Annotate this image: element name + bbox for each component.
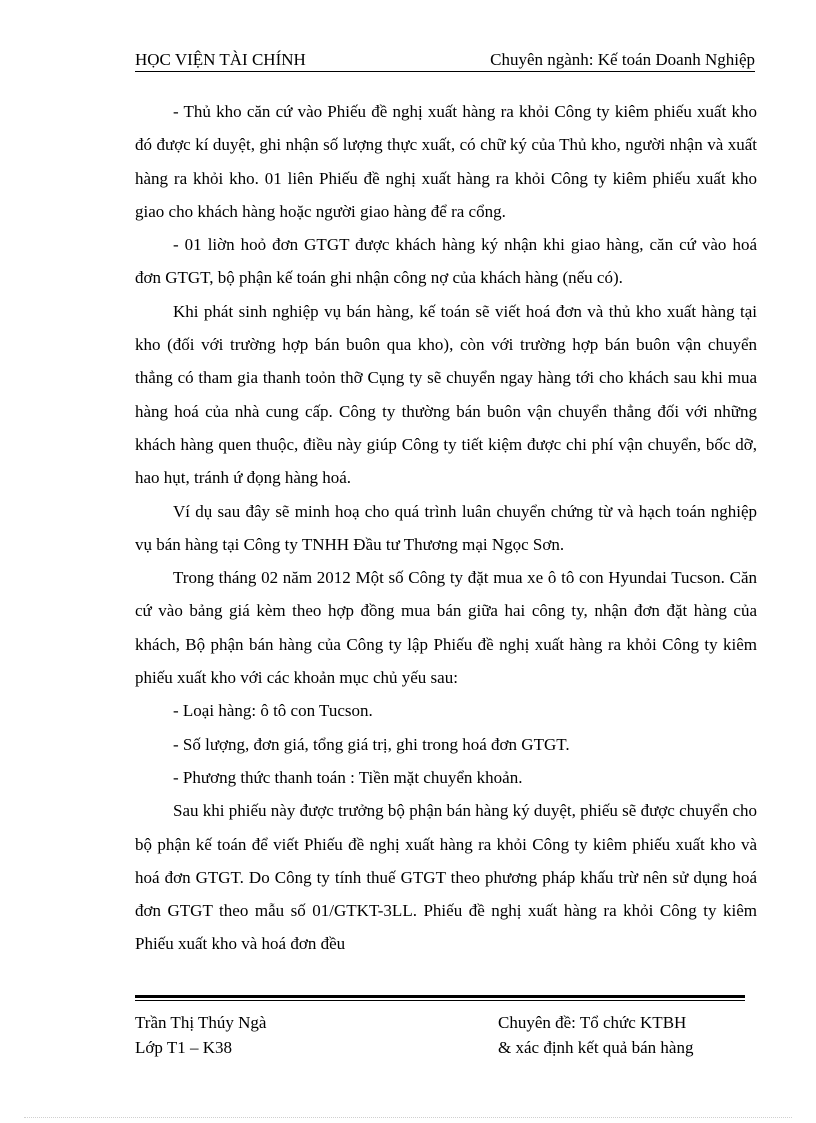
footer-topic-line2: & xác định kết quả bán hàng (498, 1038, 694, 1057)
paragraph-example-intro: Ví dụ sau đây sẽ minh hoạ cho quá trình luân chuyển chứng từ và hạch toán nghiệp vụ bán hàng tại Công ty TNHH Đầu tư Thương mại Ngọc Sơn. (135, 501, 757, 554)
list-item-goods-type: - Loại hàng: ô tô con Tucson. (173, 701, 373, 721)
document-body (135, 95, 757, 961)
footer-class: Lớp T1 – K38 (135, 1038, 232, 1057)
paragraph-vat-invoice: - 01 liờn hoỏ đơn GTGT được khách hàng ký nhận khi giao hàng, căn cứ vào hoá đơn GTGT, bộ phận kế toán ghi nhận công nợ của khách hàng (nếu có). (135, 235, 757, 288)
page-edge-dotted-line (24, 1117, 792, 1118)
paragraph-february-order: Trong tháng 02 năm 2012 Một số Công ty đặt mua xe ô tô con Hyundai Tucson. Căn cứ vào bảng giá kèm theo hợp đồng mua bán giữa hai công ty, nhận đơn đặt hàng của khách, Bộ phận bán hàng của Công ty lập Phiếu đề nghị xuất hàng ra khỏi Công ty kiêm phiếu xuất kho với các khoản mục chủ yếu sau: (135, 568, 757, 688)
header-rule (135, 71, 755, 72)
list-item-quantity: - Số lượng, đơn giá, tổng giá trị, ghi trong hoá đơn GTGT. (173, 734, 570, 754)
footer-author: Trần Thị Thúy Ngà (135, 1013, 267, 1032)
list-item-payment-method: - Phương thức thanh toán : Tiền mặt chuyển khoản. (173, 767, 523, 787)
page-header (135, 50, 755, 74)
paragraph-warehouse-keeper: - Thủ kho căn cứ vào Phiếu đề nghị xuất hàng ra khỏi Công ty kiêm phiếu xuất kho đó được kí duyệt, ghi nhận số lượng thực xuất, có chữ ký của Thủ kho, người nhận và xuất hàng ra khỏi kho. 01 liên Phiếu đề nghị xuất hàng ra khỏi Công ty kiêm phiếu xuất kho giao cho khách hàng hoặc người giao hàng để ra cổng. (135, 102, 757, 221)
header-major: Chuyên ngành: Kế toán Doanh Nghiệp (490, 50, 755, 69)
paragraph-approval: Sau khi phiếu này được trưởng bộ phận bán hàng ký duyệt, phiếu sẽ được chuyển cho bộ phận kế toán để viết Phiếu đề nghị xuất hàng ra khỏi Công ty kiêm phiếu xuất kho và hoá đơn GTGT. Do Công ty tính thuế GTGT theo phương pháp khấu trừ nên sử dụng hoá đơn GTGT theo mẫu số 01/GTKT-3LL. Phiếu đề nghị xuất hàng ra khỏi Công ty kiêm Phiếu xuất kho và hoá đơn đều (135, 801, 757, 954)
footer-right (498, 1010, 693, 1060)
footer-rule-thin (135, 1000, 745, 1001)
header-institution: HỌC VIỆN TÀI CHÍNH (135, 50, 306, 69)
footer-rule-thick (135, 995, 745, 998)
footer-left (135, 1010, 266, 1060)
paragraph-sales-process: Khi phát sinh nghiệp vụ bán hàng, kế toán sẽ viết hoá đơn và thủ kho xuất hàng tại kho (đối với trường hợp bán buôn qua kho), còn với trường hợp bán buôn vận chuyển thẳng có tham gia thanh toỏn thỡ Cụng ty sẽ chuyển ngay hàng tới cho khách sau khi mua hàng hoá của nhà cung cấp. Công ty thường bán buôn vận chuyển thẳng đối với những khách hàng quen thuộc, điều này giúp Công ty tiết kiệm được chi phí vận chuyển, bốc dỡ, hao hụt, tránh ứ đọng hàng hoá. (135, 301, 757, 488)
footer-topic-line1: Chuyên đề: Tổ chức KTBH (498, 1013, 687, 1032)
